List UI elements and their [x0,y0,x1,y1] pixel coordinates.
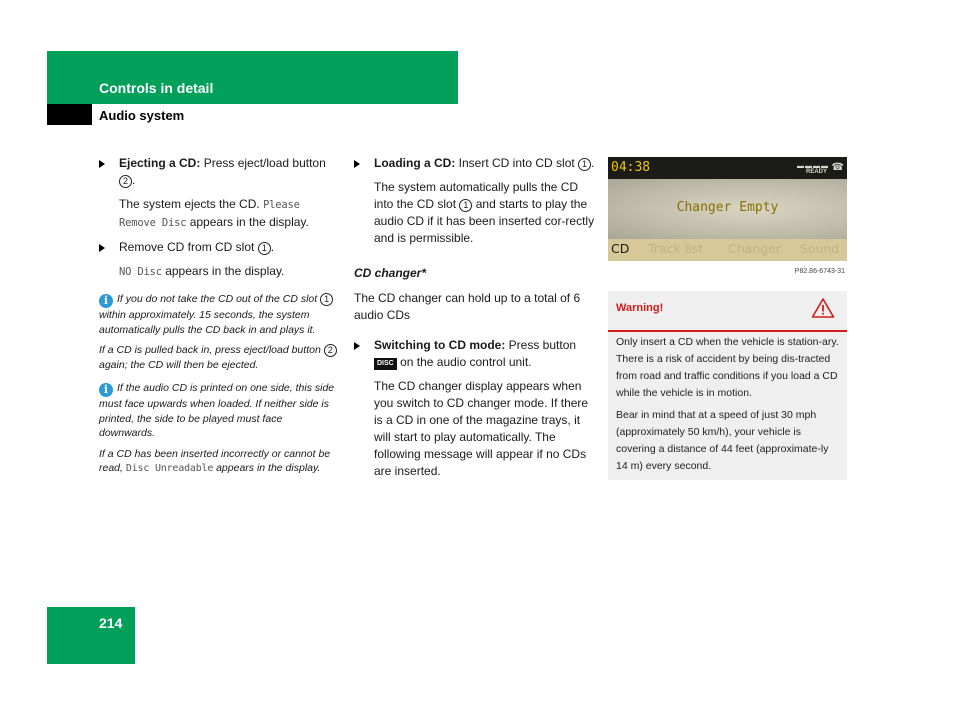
bullet-arrow-icon [354,342,360,350]
warning-triangle-icon [811,297,835,319]
step-load-cd: Loading a CD: Insert CD into CD slot 1 . [354,155,596,172]
display-text: Disc Unreadable [125,463,214,474]
menu-item-track-list: Track list [648,241,704,256]
paragraph [354,179,596,247]
info-note [99,381,339,441]
callout-number: 1 [320,293,333,306]
note-text: appears in the display. [216,462,321,474]
text: appears in the display. [165,264,285,278]
display-text: Please Remove Disc [119,199,300,229]
paragraph [99,263,339,281]
display-screen [608,157,847,261]
note-text: within approximately. 15 seconds, the system automatically pulls the CD back in and plays it. [99,309,316,336]
step-eject-cd: Ejecting a CD: Press eject/load button 2 . [99,155,339,189]
section-header-bar [47,51,458,104]
page-number: 214 [99,615,123,631]
paragraph: The CD changer display appears when you switch to CD changer mode. If there is a CD in one of the magazine trays, it will start to play automatically. The following message will appear if no CDs are inserted. [374,379,589,478]
menu-item-sound: Sound [800,241,840,256]
signal-icon: ▬▬▬▬ [797,163,829,170]
page-number-box [47,607,135,664]
display-main-area [608,179,847,239]
menu-item-changer: Changer [728,241,781,256]
warning-header [608,291,847,332]
note-text: again; the CD will then be ejected. [99,358,259,371]
column-middle [354,155,596,487]
callout-number: 2 [119,175,132,188]
text: appears in the display. [189,215,309,229]
text: and starts to play the audio CD if it has been inserted cor-rectly and is permissible. [374,197,595,245]
menu-item-cd: CD [611,241,630,256]
column-left [99,155,339,483]
display-text: NO Disc [119,266,162,278]
callout-number: 2 [324,344,337,357]
phone-icon: ☎ [831,162,844,173]
warning-title: Warning! [616,302,664,314]
text: The system automatically pulls the CD into the CD slot [374,180,579,211]
step-text: Press eject/load button [203,156,326,170]
callout-number: 1 [459,199,472,212]
ready-status: READY [805,169,827,175]
step-remove-cd: Remove CD from CD slot 1 . [99,239,339,256]
paragraph [99,196,339,232]
info-note [99,447,339,477]
warning-body [616,334,842,480]
callout-number: 1 [258,242,271,255]
step-text: on the audio control unit. [400,355,532,369]
note-text: If you do not take the CD out of the CD slot [117,293,318,305]
info-note [99,292,339,337]
step-label: Loading a CD: [374,156,456,170]
warning-paragraph: Bear in mind that at a speed of just 30 mph (approximately 50 km/h), your vehicle is covering a distance of 44 feet (approximate-ly 14 m) every second. [616,409,829,472]
bullet-arrow-icon [354,160,360,168]
warning-paragraph: Only insert a CD when the vehicle is station-ary. There is a risk of accident by being dis-tracted from road and traffic conditions if you load a CD while the vehicle is in motion. [616,336,839,399]
display-message: Changer Empty [676,200,779,215]
section-title: Controls in detail [99,80,214,96]
cd-changer-heading: CD changer* [354,266,427,280]
paragraph: The CD changer can hold up to a total of 6 audio CDs [354,291,581,322]
bullet-arrow-icon [99,244,105,252]
bullet-arrow-icon [99,160,105,168]
callout-number: 1 [578,158,591,171]
step-switch-cd-mode [354,337,596,371]
note-text: If the audio CD is printed on one side, this side must face upwards when loaded. If neither side is printed, the side to be played must face downwards. [99,382,335,439]
changer-display-photo [608,157,847,282]
step-label: Ejecting a CD: [119,156,201,170]
display-clock: 04:38 [611,160,651,175]
disc-button-icon: DISC [374,358,397,370]
step-label: Switching to CD mode: [374,338,506,352]
photo-reference-code: P82.86-6743-31 [794,268,845,275]
display-menu-bar [608,239,847,261]
text: The system ejects the CD. [119,197,260,211]
step-text: Remove CD from CD slot [119,240,255,254]
subsection-marker [47,104,92,125]
step-text: Insert CD into CD slot [458,156,575,170]
info-icon: i [99,294,113,308]
note-text: If a CD is pulled back in, press eject/load button [99,344,321,356]
display-status-bar [608,157,847,179]
subsection-title: Audio system [99,108,185,123]
note-text: If a CD has been inserted incorrectly or cannot be read, [99,447,331,474]
step-text: Press button [508,338,577,352]
info-note [99,343,339,372]
info-icon: i [99,383,113,397]
warning-box [608,291,847,480]
